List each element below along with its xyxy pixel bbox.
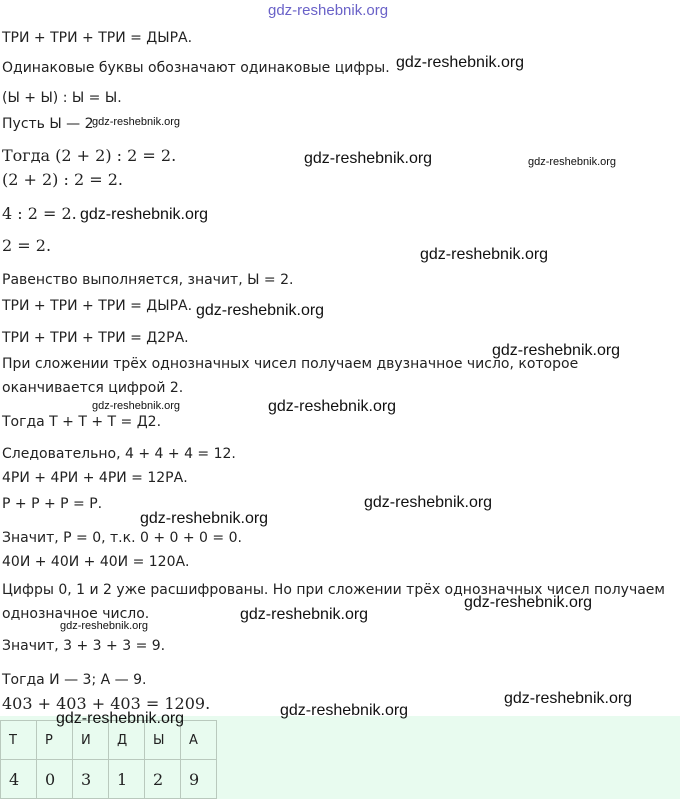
table-header-cell: Ы [145,721,181,760]
solution-line: ТРИ + ТРИ + ТРИ = ДЫРА. [2,298,193,314]
math-line: 2 = 2. [2,236,52,255]
watermark: gdz-reshebnik.org [528,156,617,168]
watermark: gdz-reshebnik.org [56,710,185,727]
watermark: gdz-reshebnik.org [80,206,209,223]
watermark: gdz-reshebnik.org [304,150,433,167]
solution-line: (Ы + Ы) : Ы = Ы. [2,90,122,106]
watermark: gdz-reshebnik.org [60,620,149,632]
table-cell: 0 [37,760,73,799]
watermark: gdz-reshebnik.org [504,690,633,707]
solution-line: При сложении трёх однозначных чисел получаем двузначное число, которое [2,356,579,372]
table-header-cell: Т [1,721,37,760]
table-cell: 9 [181,760,217,799]
solution-line: Равенство выполняется, значит, Ы = 2. [2,272,294,288]
watermark: gdz-reshebnik.org [196,302,325,319]
solution-line: Значит, Р = 0, т.к. 0 + 0 + 0 = 0. [2,530,242,546]
solution-line: Тогда Т + Т + Т = Д2. [2,414,162,430]
watermark: gdz-reshebnik.org [140,510,269,527]
solution-line: Тогда (2 + 2) : 2 = 2. [2,146,177,165]
answer-table-panel [0,716,680,799]
solution-line: Одинаковые буквы обозначают одинаковые цифры. [2,60,390,76]
table-cell: 4 [1,760,37,799]
watermark: gdz-reshebnik.org [464,594,593,611]
table-cell: 3 [73,760,109,799]
solution-line: 40И + 40И + 40И = 120А. [2,554,190,570]
math-line: 403 + 403 + 403 = 1209. [2,694,211,713]
watermark: gdz-reshebnik.org [396,54,525,71]
table-header-cell: И [73,721,109,760]
watermark: gdz-reshebnik.org [268,398,397,415]
watermark: gdz-reshebnik.org [364,494,493,511]
solution-line: Цифры 0, 1 и 2 уже расшифрованы. Но при сложении трёх однозначных чисел получаем [2,582,665,598]
solution-line: Тогда И — 3; А — 9. [2,672,147,688]
table-header-cell: Р [37,721,73,760]
table-cell: 1 [109,760,145,799]
solution-line: ТРИ + ТРИ + ТРИ = ДЫРА. [2,30,193,46]
table-header-cell: Д [109,721,145,760]
watermark: gdz-reshebnik.org [280,702,409,719]
solution-line: ТРИ + ТРИ + ТРИ = Д2РА. [2,330,189,346]
answer-table [0,720,217,799]
watermark: gdz-reshebnik.org [92,400,181,412]
watermark: gdz-reshebnik.org [240,606,369,623]
math-line: (2 + 2) : 2 = 2. [2,170,124,189]
watermark: gdz-reshebnik.org [492,342,621,359]
watermark: gdz-reshebnik.org [268,2,389,19]
solution-line: Пусть Ы — 2 [2,116,94,132]
solution-line: 4РИ + 4РИ + 4РИ = 12РА. [2,470,188,486]
watermark: gdz-reshebnik.org [92,116,181,128]
solution-line: оканчивается цифрой 2. [2,380,184,396]
watermark: gdz-reshebnik.org [420,246,549,263]
solution-line: однозначное число. [2,606,150,622]
solution-line: Следовательно, 4 + 4 + 4 = 12. [2,446,236,462]
table-cell: 2 [145,760,181,799]
solution-line: Значит, 3 + 3 + 3 = 9. [2,638,166,654]
solution-line: Р + Р + Р = Р. [2,496,103,512]
table-header-cell: А [181,721,217,760]
math-line: 4 : 2 = 2. [2,204,77,223]
table-row [1,760,217,799]
